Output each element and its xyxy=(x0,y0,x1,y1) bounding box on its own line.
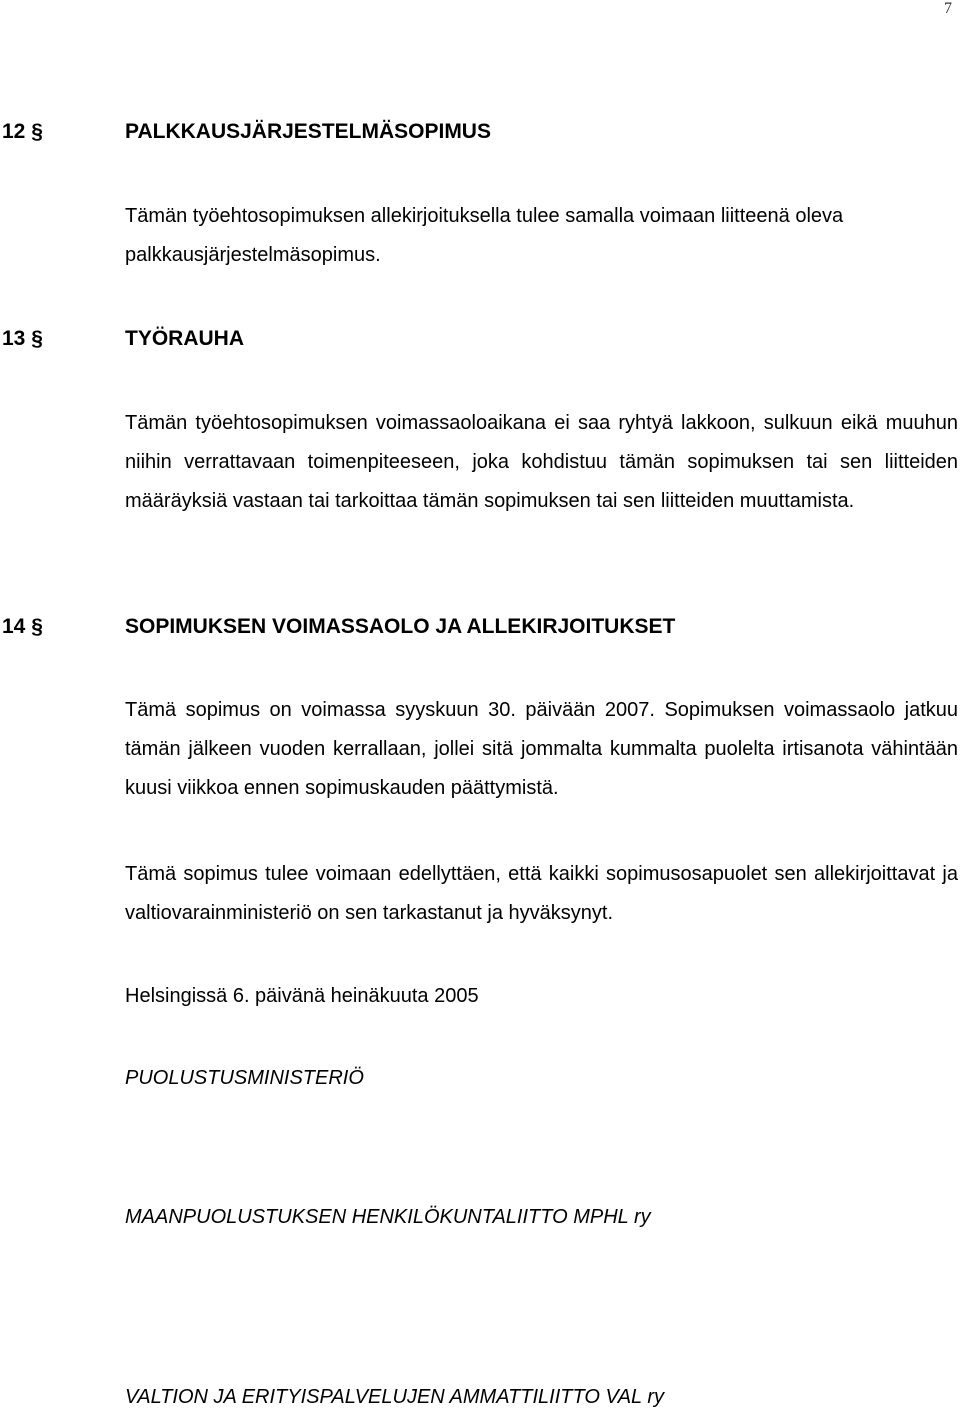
section-12-paragraph: Tämän työehtosopimuksen allekirjoituksella tulee samalla voimaan liitteenä oleva palkkausjärjestelmäsopimus. xyxy=(125,205,844,266)
section-heading-14 xyxy=(0,615,960,645)
section-number: 12 § xyxy=(2,120,43,143)
section-13-paragraph: Tämän työehtosopimuksen voimassaoloaikana ei saa ryhtyä lakkoon, sulkuun eikä muuhun niihin verrattavaan toimenpiteeseen, joka kohdistuu tämän sopimuksen tai sen liitteiden määräyksiä vastaan tai tarkoittaa tämän sopimuksen tai sen liitteiden muuttamista. xyxy=(125,412,958,512)
section-number: 13 § xyxy=(2,327,43,350)
signatory-puolustusministerio: PUOLUSTUSMINISTERIÖ xyxy=(125,1067,364,1089)
signatory-val: VALTION JA ERITYISPALVELUJEN AMMATTILIITTO VAL ry xyxy=(125,1386,665,1408)
section-number: 14 § xyxy=(2,615,43,638)
section-title: PALKKAUSJÄRJESTELMÄSOPIMUS xyxy=(125,120,491,143)
section-heading-13 xyxy=(0,327,960,357)
section-heading-12 xyxy=(0,120,960,150)
signatory-mphl: MAANPUOLUSTUKSEN HENKILÖKUNTALIITTO MPHL ry xyxy=(125,1206,651,1228)
place-and-date: Helsingissä 6. päivänä heinäkuuta 2005 xyxy=(125,985,479,1007)
section-14-paragraph-2: Tämä sopimus tulee voimaan edellyttäen, että kaikki sopimusosapuolet sen allekirjoittavat ja valtiovarainministeriö on sen tarkastanut ja hyväksynyt. xyxy=(125,863,958,924)
section-title: SOPIMUKSEN VOIMASSAOLO JA ALLEKIRJOITUKSET xyxy=(125,615,676,638)
page-number: 7 xyxy=(944,0,952,17)
section-14-paragraph-1: Tämä sopimus on voimassa syyskuun 30. päivään 2007. Sopimuksen voimassaolo jatkuu tämän jälkeen vuoden kerrallaan, jollei sitä jommalta kummalta puolelta irtisanota vähintään kuusi viikkoa ennen sopimuskauden päättymistä. xyxy=(125,699,958,799)
section-title: TYÖRAUHA xyxy=(125,327,244,350)
